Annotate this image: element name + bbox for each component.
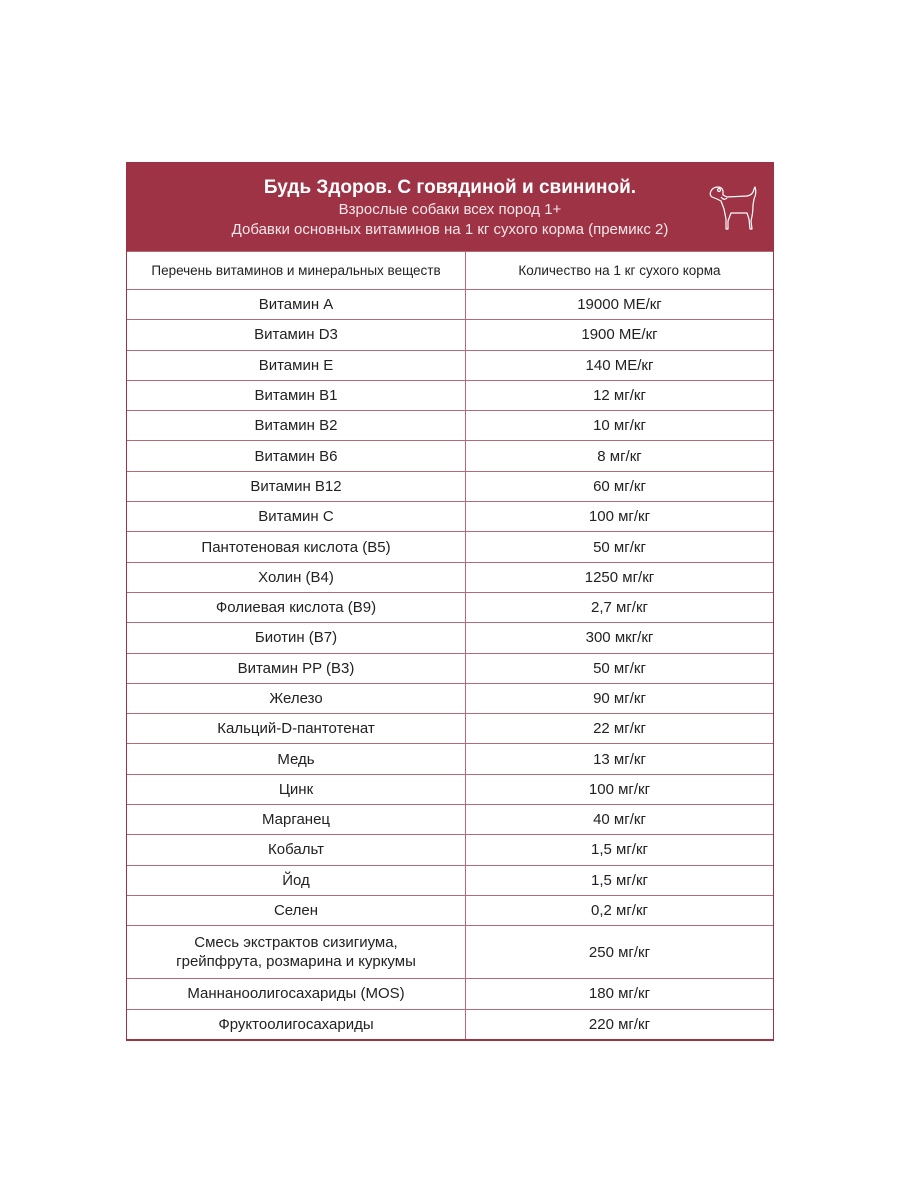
vitamin-table-card xyxy=(126,162,774,1041)
nutrient-cell: Витамин C xyxy=(127,502,466,532)
table-row xyxy=(127,290,773,320)
nutrient-cell: Витамин D3 xyxy=(127,320,466,350)
amount-cell: 10 мг/кг xyxy=(466,411,774,441)
table-row xyxy=(127,714,773,744)
column-header-amount: Количество на 1 кг сухого корма xyxy=(466,252,774,290)
amount-cell: 300 мкг/кг xyxy=(466,623,774,653)
nutrient-cell: Кальций-D-пантотенат xyxy=(127,714,466,744)
table-row xyxy=(127,502,773,532)
nutrient-cell: Витамин A xyxy=(127,290,466,320)
amount-cell: 60 мг/кг xyxy=(466,471,774,501)
table-header-banner xyxy=(127,163,773,251)
amount-cell: 8 мг/кг xyxy=(466,441,774,471)
amount-cell: 22 мг/кг xyxy=(466,714,774,744)
table-row xyxy=(127,471,773,501)
amount-cell: 19000 МЕ/кг xyxy=(466,290,774,320)
amount-cell: 90 мг/кг xyxy=(466,683,774,713)
nutrient-cell: Марганец xyxy=(127,805,466,835)
table-row xyxy=(127,441,773,471)
nutrient-cell: Смесь экстрактов сизигиума, грейпфрута, розмарина и куркумы xyxy=(127,926,466,979)
table-row xyxy=(127,683,773,713)
column-header-name: Перечень витаминов и минеральных веществ xyxy=(127,252,466,290)
nutrient-cell: Пантотеновая кислота (B5) xyxy=(127,532,466,562)
table-row xyxy=(127,592,773,622)
nutrient-cell: Витамин E xyxy=(127,350,466,380)
table-row xyxy=(127,1009,773,1039)
amount-cell: 100 мг/кг xyxy=(466,502,774,532)
table-title: Будь Здоров. С говядиной и свининой. xyxy=(263,177,637,198)
table-row xyxy=(127,653,773,683)
table-row xyxy=(127,562,773,592)
table-row xyxy=(127,744,773,774)
table-row xyxy=(127,865,773,895)
table-row xyxy=(127,350,773,380)
table-row xyxy=(127,411,773,441)
amount-cell: 250 мг/кг xyxy=(466,926,774,979)
nutrient-cell: Йод xyxy=(127,865,466,895)
nutrient-cell: Витамин PP (B3) xyxy=(127,653,466,683)
table-row xyxy=(127,774,773,804)
amount-cell: 50 мг/кг xyxy=(466,532,774,562)
amount-cell: 0,2 мг/кг xyxy=(466,895,774,925)
nutrient-cell: Фолиевая кислота (B9) xyxy=(127,592,466,622)
dog-icon xyxy=(707,183,759,233)
amount-cell: 1900 МЕ/кг xyxy=(466,320,774,350)
vitamin-table xyxy=(127,251,773,1039)
amount-cell: 1250 мг/кг xyxy=(466,562,774,592)
nutrient-cell: Витамин B6 xyxy=(127,441,466,471)
table-row xyxy=(127,320,773,350)
table-row xyxy=(127,805,773,835)
amount-cell: 220 мг/кг xyxy=(466,1009,774,1039)
table-row xyxy=(127,979,773,1009)
column-header-row xyxy=(127,252,773,290)
amount-cell: 1,5 мг/кг xyxy=(466,865,774,895)
table-row xyxy=(127,926,773,979)
nutrient-cell: Цинк xyxy=(127,774,466,804)
nutrient-cell: Кобальт xyxy=(127,835,466,865)
amount-cell: 140 МЕ/кг xyxy=(466,350,774,380)
amount-cell: 1,5 мг/кг xyxy=(466,835,774,865)
nutrient-cell: Медь xyxy=(127,744,466,774)
nutrient-cell: Холин (B4) xyxy=(127,562,466,592)
amount-cell: 12 мг/кг xyxy=(466,380,774,410)
amount-cell: 180 мг/кг xyxy=(466,979,774,1009)
nutrient-cell: Витамин B2 xyxy=(127,411,466,441)
amount-cell: 100 мг/кг xyxy=(466,774,774,804)
nutrient-cell: Селен xyxy=(127,895,466,925)
nutrient-cell: Фруктоолигосахариды xyxy=(127,1009,466,1039)
nutrient-cell: Железо xyxy=(127,683,466,713)
nutrient-cell: Витамин B1 xyxy=(127,380,466,410)
table-row xyxy=(127,623,773,653)
amount-cell: 50 мг/кг xyxy=(466,653,774,683)
nutrient-cell: Биотин (B7) xyxy=(127,623,466,653)
amount-cell: 40 мг/кг xyxy=(466,805,774,835)
subtitle-age: Взрослые собаки всех пород 1+ xyxy=(338,201,562,218)
amount-cell: 13 мг/кг xyxy=(466,744,774,774)
nutrient-cell: Витамин B12 xyxy=(127,471,466,501)
table-row xyxy=(127,532,773,562)
subtitle-premix: Добавки основных витаминов на 1 кг сухого корма (премикс 2) xyxy=(231,221,669,238)
amount-cell: 2,7 мг/кг xyxy=(466,592,774,622)
table-row xyxy=(127,895,773,925)
table-row xyxy=(127,380,773,410)
table-row xyxy=(127,835,773,865)
nutrient-cell: Маннаноолигосахариды (MOS) xyxy=(127,979,466,1009)
